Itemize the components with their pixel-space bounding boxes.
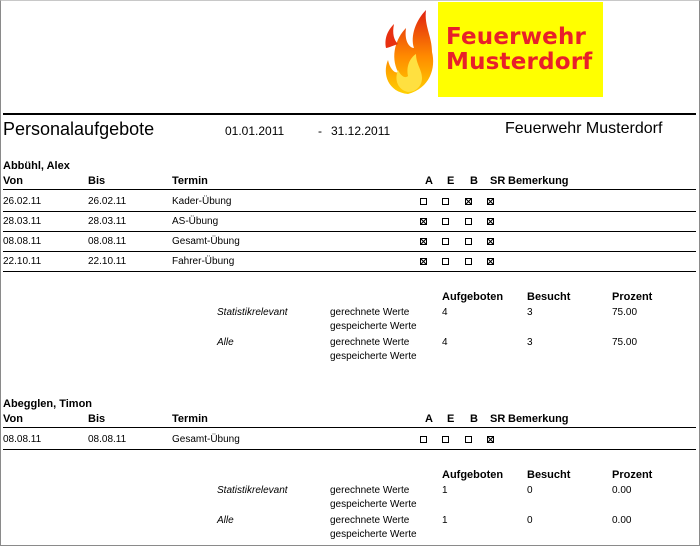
col-von: Von (3, 413, 23, 425)
stats-col-prozent: Prozent (612, 469, 653, 481)
checkbox-e (442, 238, 449, 245)
stats-label-gerechnet: gerechnete Werte (330, 307, 410, 318)
cell-termin: AS-Übung (172, 216, 219, 227)
stats-label-gespeichert: gespeicherte Werte (330, 499, 417, 510)
checkbox-e (442, 436, 449, 443)
cell-bis: 08.08.11 (88, 236, 127, 247)
stats-prozent: 75.00 (612, 337, 638, 348)
checkbox-b (465, 258, 472, 265)
stats-besucht: 3 (527, 307, 533, 318)
stats-label-statistikrelevant: Statistikrelevant (217, 307, 288, 318)
cell-von: 26.02.11 (3, 196, 42, 207)
cell-termin: Kader-Übung (172, 196, 232, 207)
stats-label-gerechnet: gerechnete Werte (330, 337, 410, 348)
col-sr: SR (490, 175, 506, 187)
date-separator: - (318, 124, 322, 138)
cell-bis: 22.10.11 (88, 256, 127, 267)
row-separator (3, 211, 696, 212)
checkbox-a (420, 198, 427, 205)
cell-von: 28.03.11 (3, 216, 42, 227)
stats-label-gerechnet: gerechnete Werte (330, 515, 410, 526)
logo-badge (438, 2, 603, 97)
date-from: 01.01.2011 (225, 124, 285, 138)
stats-besucht: 0 (527, 485, 533, 496)
stats-col-aufgeboten: Aufgeboten (442, 469, 504, 481)
checkbox-a (420, 238, 427, 245)
checkbox-e (442, 198, 449, 205)
date-to: 31.12.2011 (331, 124, 391, 138)
cell-von: 08.08.11 (3, 236, 42, 247)
stats-aufgeboten: 1 (442, 485, 448, 496)
stats-label-alle: Alle (217, 337, 234, 348)
checkbox-b (465, 238, 472, 245)
checkbox-sr (487, 258, 494, 265)
organization-name: Feuerwehr Musterdorf (505, 120, 663, 137)
checkbox-a (420, 218, 427, 225)
col-a: A (425, 413, 433, 425)
cell-bis: 08.08.11 (88, 434, 127, 445)
col-e: E (447, 175, 455, 187)
stats-col-besucht: Besucht (527, 469, 571, 481)
checkbox-sr (487, 218, 494, 225)
col-von: Von (3, 175, 23, 187)
col-bis: Bis (88, 175, 106, 187)
col-sr: SR (490, 413, 506, 425)
stats-prozent: 0.00 (612, 515, 632, 526)
stats-label-alle: Alle (217, 515, 234, 526)
checkbox-sr (487, 238, 494, 245)
col-bis: Bis (88, 413, 106, 425)
flame-icon (380, 8, 436, 96)
stats-col-prozent: Prozent (612, 291, 653, 303)
stats-label-gespeichert: gespeicherte Werte (330, 351, 417, 362)
stats-prozent: 0.00 (612, 485, 632, 496)
stats-label-statistikrelevant: Statistikrelevant (217, 485, 288, 496)
row-separator (3, 189, 696, 190)
person-name: Abbühl, Alex (3, 160, 70, 172)
checkbox-b (465, 218, 472, 225)
stats-prozent: 75.00 (612, 307, 638, 318)
report-title: Personalaufgebote (3, 119, 155, 139)
person-name: Abegglen, Timon (3, 398, 93, 410)
stats-aufgeboten: 1 (442, 515, 448, 526)
stats-besucht: 0 (527, 515, 533, 526)
checkbox-e (442, 258, 449, 265)
cell-von: 08.08.11 (3, 434, 42, 445)
row-separator (3, 231, 696, 232)
checkbox-a (420, 436, 427, 443)
stats-label-gerechnet: gerechnete Werte (330, 485, 410, 496)
checkbox-a (420, 258, 427, 265)
row-separator (3, 449, 696, 450)
logo-line-1: Feuerwehr (446, 24, 587, 50)
col-a: A (425, 175, 433, 187)
col-termin: Termin (172, 413, 208, 425)
checkbox-sr (487, 436, 494, 443)
row-separator (3, 427, 696, 428)
stats-besucht: 3 (527, 337, 533, 348)
col-termin: Termin (172, 175, 208, 187)
col-bemerkung: Bemerkung (508, 413, 569, 425)
stats-col-aufgeboten: Aufgeboten (442, 291, 504, 303)
row-separator (3, 251, 696, 252)
checkbox-b (465, 198, 472, 205)
col-b: B (470, 413, 478, 425)
logo-line-2: Musterdorf (446, 49, 593, 75)
row-separator (3, 271, 696, 272)
col-e: E (447, 413, 455, 425)
col-bemerkung: Bemerkung (508, 175, 569, 187)
checkbox-e (442, 218, 449, 225)
checkbox-sr (487, 198, 494, 205)
cell-bis: 28.03.11 (88, 216, 127, 227)
col-b: B (470, 175, 478, 187)
cell-termin: Gesamt-Übung (172, 434, 240, 445)
stats-aufgeboten: 4 (442, 307, 448, 318)
stats-col-besucht: Besucht (527, 291, 571, 303)
checkbox-b (465, 436, 472, 443)
cell-bis: 26.02.11 (88, 196, 127, 207)
cell-termin: Fahrer-Übung (172, 256, 235, 267)
header-rule (3, 113, 696, 115)
cell-von: 22.10.11 (3, 256, 42, 267)
stats-aufgeboten: 4 (442, 337, 448, 348)
stats-label-gespeichert: gespeicherte Werte (330, 529, 417, 540)
stats-label-gespeichert: gespeicherte Werte (330, 321, 417, 332)
cell-termin: Gesamt-Übung (172, 236, 240, 247)
